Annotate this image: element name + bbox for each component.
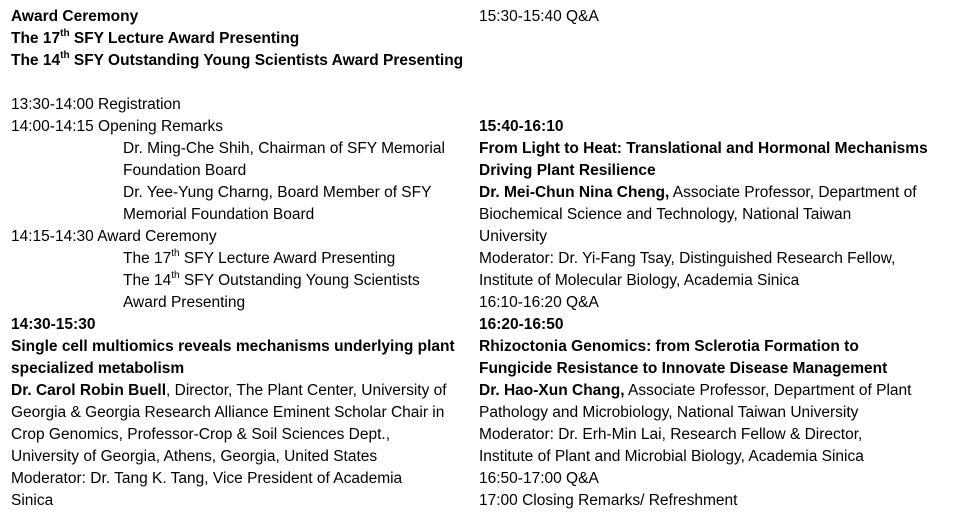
right-column [479, 6, 957, 512]
spacer [479, 50, 957, 72]
talk3-speaker-affiliation: Associate Professor, Department of Plant [624, 382, 912, 399]
talk1-title-cont: specialized metabolism [11, 360, 185, 377]
opening-speaker-2-cont: Memorial Foundation Board [123, 206, 315, 223]
award-heading-title: Award Ceremony [11, 8, 139, 25]
talk1-affiliation-cont-1: Georgia & Georgia Research Alliance Eminent Scholar Chair in [11, 404, 445, 421]
talk1-moderator-cont: Sinica [11, 492, 54, 509]
talk3-title: Rhizoctonia Genomics: from Sclerotia Formation to [479, 338, 859, 355]
schedule-qa-1: 15:30-15:40 Q&A [479, 8, 599, 25]
talk1-speaker [11, 380, 477, 402]
talk1-title: Single cell multiomics reveals mechanisms underlying plant [11, 338, 455, 355]
award-item-young-scientists: The 14th SFY Outstanding Young Scientists [123, 269, 420, 289]
talk2-affiliation-cont-2: University [479, 228, 548, 245]
talk2-speaker-affiliation: Associate Professor, Department of [669, 184, 917, 201]
spacer [11, 72, 477, 94]
talk1-moderator: Moderator: Dr. Tang K. Tang, Vice President of Academia [11, 470, 403, 487]
talk2-title: From Light to Heat: Translational and Hormonal Mechanisms [479, 140, 928, 157]
award-heading-young-scientists: The 14th SFY Outstanding Young Scientists Award Presenting [11, 49, 464, 69]
talk1-time: 14:30-15:30 [11, 316, 96, 333]
talk3-speaker [479, 380, 957, 402]
schedule-registration: 13:30-14:00 Registration [11, 96, 181, 113]
schedule-qa-3: 16:50-17:00 Q&A [479, 470, 599, 487]
talk2-time: 15:40-16:10 [479, 118, 564, 135]
talk3-affiliation-cont-1: Pathology and Microbiology, National Taiwan University [479, 404, 859, 421]
talk2-moderator: Moderator: Dr. Yi-Fang Tsay, Distinguished Research Fellow, [479, 250, 896, 267]
schedule-award-ceremony: 14:15-14:30 Award Ceremony [11, 228, 217, 245]
talk2-moderator-cont: Institute of Molecular Biology, Academia Sinica [479, 272, 800, 289]
talk3-speaker-name: Dr. Hao-Xun Chang, [479, 382, 625, 399]
spacer [479, 28, 957, 50]
talk2-speaker [479, 182, 957, 204]
left-column [11, 6, 477, 512]
schedule-opening-remarks: 14:00-14:15 Opening Remarks [11, 118, 223, 135]
talk2-title-cont: Driving Plant Resilience [479, 162, 656, 179]
award-item-lecture: The 17th SFY Lecture Award Presenting [123, 247, 396, 267]
talk3-moderator: Moderator: Dr. Erh-Min Lai, Research Fellow & Director, [479, 426, 863, 443]
talk2-speaker-name: Dr. Mei-Chun Nina Cheng, [479, 184, 670, 201]
opening-speaker-1: Dr. Ming-Che Shih, Chairman of SFY Memorial [123, 140, 445, 157]
award-item-young-scientists-cont: Award Presenting [123, 294, 246, 311]
schedule-qa-2: 16:10-16:20 Q&A [479, 294, 599, 311]
schedule-closing: 17:00 Closing Remarks/ Refreshment [479, 492, 738, 509]
talk1-affiliation-cont-2: Crop Genomics, Professor-Crop & Soil Sciences Dept., [11, 426, 391, 443]
opening-speaker-1-cont: Foundation Board [123, 162, 247, 179]
talk3-title-cont: Fungicide Resistance to Innovate Disease Management [479, 360, 888, 377]
talk1-speaker-name: Dr. Carol Robin Buell [11, 382, 167, 399]
spacer [479, 94, 957, 116]
talk1-affiliation-cont-3: University of Georgia, Athens, Georgia, United States [11, 448, 378, 465]
award-heading-lecture: The 17th SFY Lecture Award Presenting [11, 27, 300, 47]
spacer [479, 72, 957, 94]
talk1-speaker-affiliation: , Director, The Plant Center, University of [166, 382, 447, 399]
opening-speaker-2: Dr. Yee-Yung Charng, Board Member of SFY [123, 184, 432, 201]
talk3-moderator-cont: Institute of Plant and Microbial Biology, Academia Sinica [479, 448, 864, 465]
talk3-time: 16:20-16:50 [479, 316, 564, 333]
talk2-affiliation-cont-1: Biochemical Science and Technology, National Taiwan [479, 206, 852, 223]
